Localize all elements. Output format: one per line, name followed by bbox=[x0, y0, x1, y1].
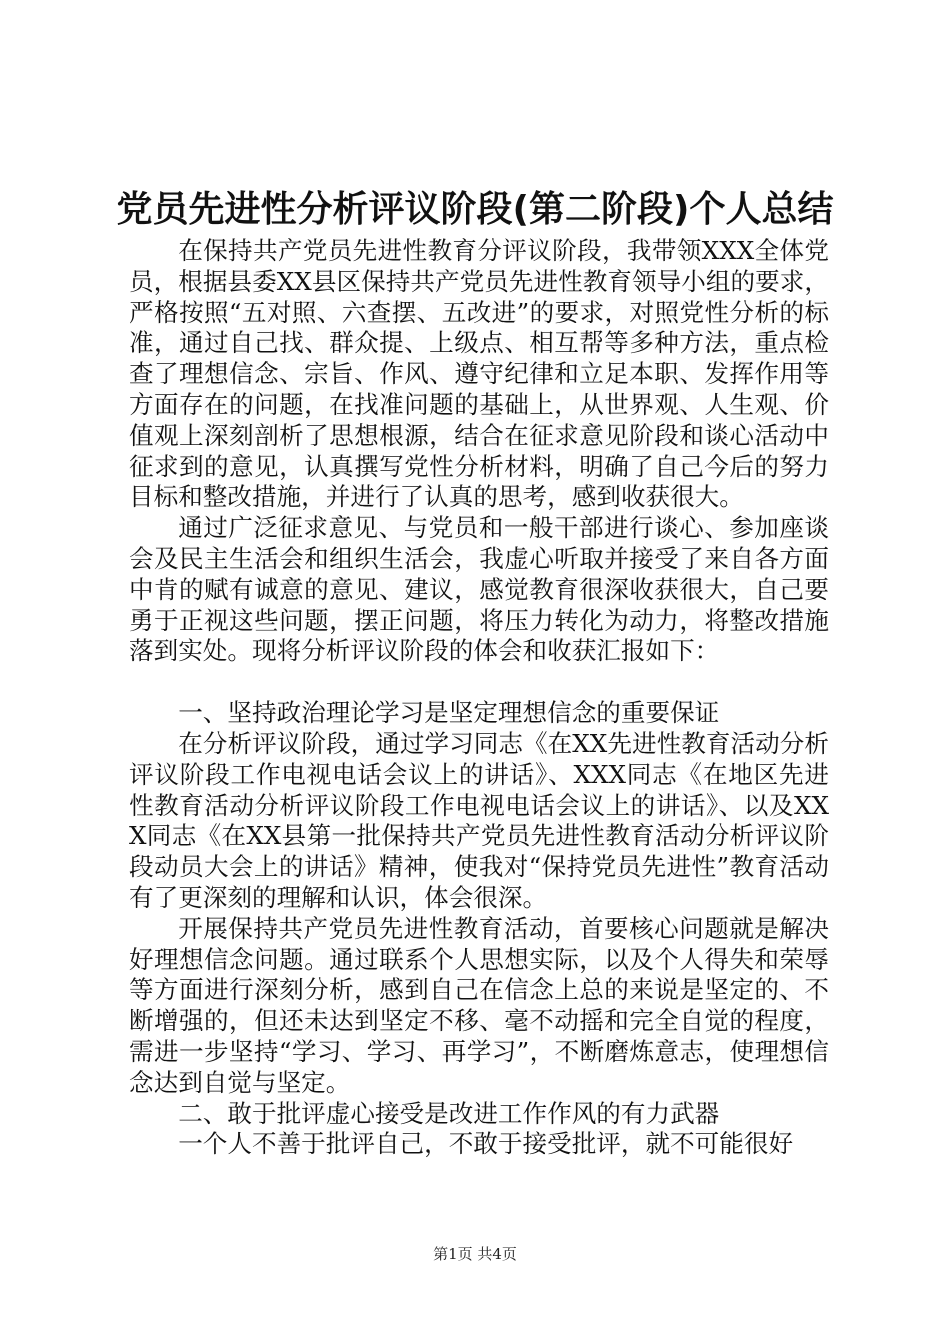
page-footer: 第1页 共4页 bbox=[433, 1245, 517, 1263]
document-title: 党员先进性分析评议阶段(第二阶段)个人总结 bbox=[116, 189, 834, 230]
section-heading-2: 二、敢于批评虚心接受是改进工作作风的有力武器 bbox=[178, 1098, 720, 1128]
section-1-paragraph-2: 开展保持共产党员先进性教育活动，首要核心问题就是解决好理想信念问题。通过联系个人思想实际，以及个人得失和荣辱等方面进行深刻分析，感到自己在信念上总的来说是坚定的、不断增强的，但还未达到坚定不移、毫不动摇和完全自觉的程度，需进一步坚持“学习、学习、再学习”，不断磨炼意志，使理想信念达到自觉与坚定。 bbox=[129, 913, 829, 1097]
section-1-paragraph-1: 在分析评议阶段，通过学习同志《在XX先进性教育活动分析评议阶段工作电视电话会议上的讲话》、XXX同志《在地区先进性教育活动分析评议阶段工作电视电话会议上的讲话》、以及XXX同志《在XX县第一批保持共产党员先进性教育活动分析评议阶段动员大会上的讲话》精神，使我对“保持党员先进性”教育活动有了更深刻的理解和认识，体会很深。 bbox=[129, 728, 829, 912]
document-body bbox=[129, 236, 829, 1160]
section-heading-1: 一、坚持政治理论学习是坚定理想信念的重要保证 bbox=[178, 698, 720, 728]
paragraph-intro-2: 通过广泛征求意见、与党员和一般干部进行谈心、参加座谈会及民主生活会和组织生活会，我虚心听取并接受了来自各方面中肯的赋有诚意的意见、建议，感觉教育很深收获很大，自己要勇于正视这些问题，摆正问题，将压力转化为动力，将整改措施落到实处。现将分析评议阶段的体会和收获汇报如下： bbox=[129, 513, 829, 666]
paragraph-intro-1: 在保持共产党员先进性教育分评议阶段，我带领XXX全体党员，根据县委XX县区保持共产党员先进性教育领导小组的要求，严格按照“五对照、六查摆、五改进”的要求，对照党性分析的标准，通过自己找、群众提、上级点、相互帮等多种方法，重点检查了理想信念、宗旨、作风、遵守纪律和立足本职、发挥作用等方面存在的问题，在找准问题的基础上，从世界观、人生观、价值观上深刻剖析了思想根源，结合在征求意见阶段和谈心活动中征求到的意见，认真撰写党性分析材料，明确了自己今后的努力目标和整改措施，并进行了认真的思考，感到收获很大。 bbox=[129, 236, 829, 512]
section-2-paragraph-1: 一个人不善于批评自己，不敢于接受批评，就不可能很好 bbox=[178, 1129, 794, 1159]
